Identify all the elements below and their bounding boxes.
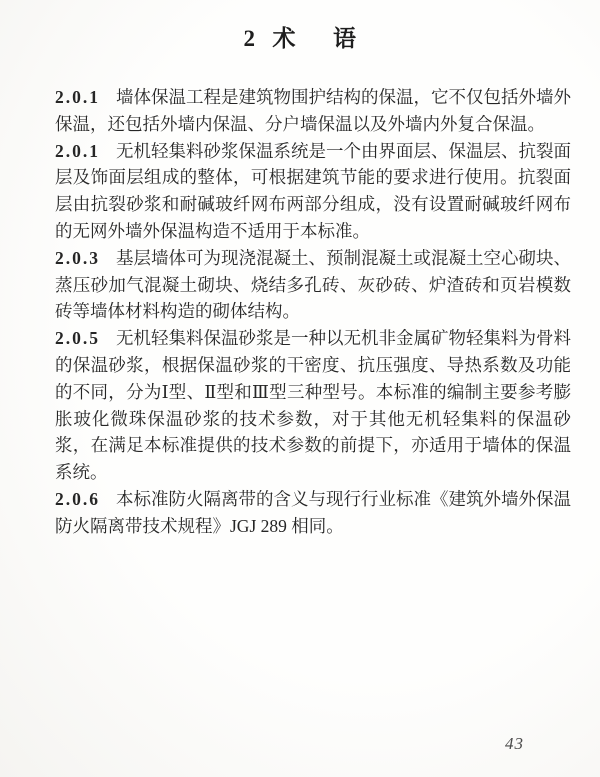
chapter-title-char-2: 语: [333, 26, 357, 51]
clause-number: 2.0.6: [55, 488, 100, 509]
chapter-title: [0, 20, 600, 53]
clause-2-0-1-mortar-system: [55, 138, 571, 245]
chapter-number: 2: [243, 26, 256, 51]
clause-2-0-6-fire-barrier: [55, 486, 571, 540]
clause-number: 2.0.5: [55, 328, 100, 349]
clause-text: 无机轻集料保温砂浆是一种以无机非金属矿物轻集料为骨料的保温砂浆，根据保温砂浆的干密度、抗压强度、导热系数及功能的不同，分为Ⅰ型、Ⅱ型和Ⅲ型三种型号。本标准的编制主要参考膨胀玻化微珠保温砂浆的技术参数，对于其他无机轻集料的保温砂浆，在满足本标准提供的技术参数的前提下，亦适用于墙体的保温系统。: [55, 328, 571, 483]
chapter-title-char-1: 术: [272, 26, 296, 51]
terminology-body: [55, 84, 571, 540]
clause-number: 2.0.1: [55, 140, 100, 161]
clause-2-0-1-wall-insulation: [55, 84, 571, 138]
clause-text: 基层墙体可为现浇混凝土、预制混凝土或混凝土空心砌块、蒸压砂加气混凝土砌块、烧结多孔砖、灰砂砖、炉渣砖和页岩模数砖等墙体材料构造的砌体结构。: [55, 247, 571, 322]
clause-text: 无机轻集料砂浆保温系统是一个由界面层、保温层、抗裂面层及饰面层组成的整体，可根据建筑节能的要求进行使用。抗裂面层由抗裂砂浆和耐碱玻纤网布两部分组成，没有设置耐碱玻纤网布的无网外墙外保温构造不适用于本标准。: [55, 140, 571, 241]
clause-text: 墙体保温工程是建筑物围护结构的保温，它不仅包括外墙外保温，还包括外墙内保温、分户墙保温以及外墙内外复合保温。: [55, 87, 571, 134]
clause-text: 本标准防火隔离带的含义与现行行业标准《建筑外墙外保温防火隔离带技术规程》JGJ 289 相同。: [55, 488, 571, 536]
clause-2-0-5-insulation-mortar: [55, 325, 571, 486]
clause-number: 2.0.1: [55, 87, 100, 107]
clause-number: 2.0.3: [55, 247, 100, 268]
page-number: 43: [505, 734, 524, 753]
clause-2-0-3-base-wall: [55, 245, 571, 325]
